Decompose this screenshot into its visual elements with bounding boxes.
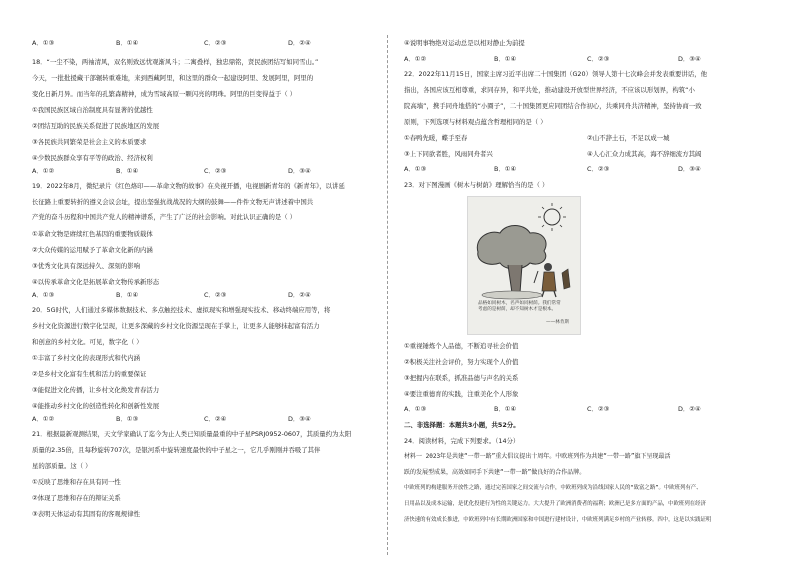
q17-option-d[interactable]: D．②④: [288, 39, 311, 47]
q22-item-4: ④人心汇众力成其高，海不辞细流方其阔: [587, 150, 702, 158]
q18-option-b[interactable]: B．①④: [116, 167, 139, 175]
q17-option-a[interactable]: A．①③: [32, 39, 55, 47]
q22-option-a[interactable]: A．①③: [404, 165, 427, 173]
q23-item-3: ③把握内在联系，抓准品德与声名的关系: [404, 374, 519, 382]
tree-shade: [482, 291, 542, 299]
q19-option-a[interactable]: A．①③: [32, 291, 55, 299]
q19-item-1: ①革命文物是赓续红色基因的重要物质载体: [32, 230, 153, 238]
q21-option-c[interactable]: C．②③: [587, 55, 610, 63]
q18-stem-line-3: 变化日新月异。而当年的孔繁森精神，成为雪域高原一颗闪亮的明珠。阿里的巨变得益于（ ）: [32, 90, 297, 98]
q18-item-4: ④少数民族群众享有平等的政治、经济权利: [32, 154, 153, 162]
q20-option-d[interactable]: D．③④: [288, 415, 311, 423]
q21-stem-line-2: 质量的2.35倍，且每秒旋转707次，是银河系中旋转速度最快的中子星之一，它几乎刚刚并吞吸了其伴: [32, 446, 321, 454]
q22-option-d[interactable]: D．③④: [678, 165, 701, 173]
q19-stem-line-2: 长征路上重要转折的遵义会议会址，提出坚强抗战战况的大纲的鼓舞——件件文物无声讲述着中国共: [32, 198, 314, 206]
right-column: [404, 0, 774, 562]
q22-stem-line-1: 22．2022年11月15日，国家主席习近平出席二十国集团（G20）领导人第十七次峰会并发表重要讲话，他: [404, 70, 707, 78]
q22-item-3: ③上下同欲者胜，风雨同舟者兴: [404, 150, 493, 158]
q18-item-2: ②团结互助的民族关系促进了民族地区的发展: [32, 122, 160, 130]
cartoon-trees-and-shade: [467, 196, 581, 335]
q22-item-1: ①春鸭先暖，蝶手至春: [404, 134, 468, 142]
cartoon-illustration: [468, 197, 580, 334]
q21-stem-line-3: 星的部质量。这（ ）: [32, 462, 92, 470]
q19-item-2: ②大众传媒的运用赋予了革命文化新的内涵: [32, 246, 153, 254]
q23-option-a[interactable]: A．①③: [404, 405, 427, 413]
q18-stem-line-2: 今天，一批批援藏干部辗转重难地，来到西藏阿里，和这里的群众一起建设阿里、发展阿里，阿里的: [32, 74, 314, 82]
q21-item-3: ③表明天体运动有其固有的客观规律性: [32, 510, 140, 518]
cartoon-caption: 品格如同树木，名声如同树荫。我们常常考虑的是树荫，却不知树木才是根本。: [478, 301, 561, 312]
q20-item-4: ④能推动乡村文化的创造性转化和创新性发展: [32, 402, 160, 410]
q21-option-a[interactable]: A．①②: [404, 55, 427, 63]
q20-item-3: ③能促进文化传播，让乡村文化焕发青春活力: [32, 386, 160, 394]
q21-option-b[interactable]: B．①④: [494, 55, 517, 63]
q19-stem-line-1: 19．2022年8月，微纪录片《红色烙印——革命文物的故事》在央视开播，电视剧新青年的《新青年》，以讲延: [32, 182, 345, 190]
sun-rays: [538, 203, 566, 231]
material-line-5: 济快速的有效成长推进，中欧班列中有长期欧洲国家和中国进行建材设计，中欧班列满足乡村的产业转移。四中，这是以实践证明: [404, 517, 712, 523]
tree-trunk: [508, 265, 522, 293]
q21-option-d[interactable]: D．③④: [678, 55, 701, 63]
sun-icon: [544, 209, 560, 225]
q20-option-b[interactable]: B．①③: [116, 415, 139, 423]
column-divider: [387, 35, 388, 555]
q22-stem-line-3: 院高墙”，携手同舟地搭的“小圈子”，二十国集团更应同团结合作初心，共乘同舟共济精神，坚持协商一致: [404, 102, 702, 110]
q18-item-1: ①我国民族区域自治制度具有显著的优越性: [32, 106, 153, 114]
q22-stem-line-4: 原则，下列选项与材料观点蕴含哲理相同的是（ ）: [404, 118, 547, 126]
q23-item-2: ②积极关注社会评价，努力实现个人价值: [404, 358, 519, 366]
q19-stem-line-3: 产党的奋斗历程和中国共产党人的精神谱系，产生了广泛的社会影响。对此认识正确的是（ ）: [32, 213, 297, 221]
cartoon-author: ——林肯斯: [546, 320, 569, 325]
q20-stem-line-3: 和创意的乡村文化。可见，数字化（ ）: [32, 338, 143, 346]
left-column: [32, 0, 376, 562]
q18-stem-line-1: 18．“一尘不染，两袖清风，双名则致远忧观渐风斗；二寓叠样，独忠鼎铭，贤民族团结写如同雪山。”: [32, 58, 319, 66]
section-heading-part2: 二、非选择题：本题共3小题，共52分。: [404, 421, 520, 429]
q23-option-c[interactable]: C．②③: [587, 405, 610, 413]
q19-option-b[interactable]: B．①④: [116, 291, 139, 299]
q20-item-1: ①丰富了乡村文化的表现形式和代内涵: [32, 354, 140, 362]
q23-option-d[interactable]: D．②④: [678, 405, 701, 413]
q20-option-c[interactable]: C．②④: [204, 415, 227, 423]
person-head: [544, 263, 552, 271]
q22-option-b[interactable]: B．①④: [494, 165, 517, 173]
q22-item-2: ②山不辞土石，不足以成一城: [587, 134, 670, 142]
q21-item-2: ②体现了思维和存在的辩证关系: [32, 494, 121, 502]
q22-stem-line-2: 指出，各国应该互相尊重，求同存异，和平共处，推动建设开放型世界经济，不应该以形划界，构筑“小: [404, 86, 695, 94]
q19-option-d[interactable]: D．②④: [288, 291, 311, 299]
material-line-2: 跃的发展型成果，高效如同手下共建“一带一路”做良好的合作品牌。: [404, 469, 586, 476]
q23-item-4: ④要注重德育的实践，注重美化个人形象: [404, 390, 519, 398]
q23-stem: 23．对下图漫画《树木与树荫》理解恰当的是（ ）: [404, 181, 549, 189]
q20-item-2: ②是乡村文化富有生机和活力的重要保证: [32, 370, 147, 378]
q22-option-c[interactable]: C．②③: [587, 165, 610, 173]
q21-item-4: ④说明事物绝对运动总是以相对静止为前提: [404, 39, 525, 47]
q18-item-3: ③各民族共同繁荣是社会主义的本质要求: [32, 138, 147, 146]
q19-item-4: ④以传承革命文化是拓展革命文物传承新形态: [32, 278, 160, 286]
q19-item-3: ③优秀文化具有深远持久、深刻的影响: [32, 262, 140, 270]
material-line-1: 材料一 2023年是共建“一带一路”重大倡议提出十周年。中欧班列作为共建“一带一路”旗下呈现最活: [404, 453, 671, 460]
q17-option-c[interactable]: C．②③: [204, 39, 227, 47]
q23-item-1: ①重视锤炼个人品德，不断追寻社会价值: [404, 342, 519, 350]
q18-option-d[interactable]: D．③④: [288, 167, 311, 175]
tree-crown: [477, 226, 546, 270]
q23-option-b[interactable]: B．①④: [494, 405, 517, 413]
q18-option-a[interactable]: A．①②: [32, 167, 55, 175]
q21-stem-line-1: 21．根据最新观测结果，天文学家确认了迄今为止人类已知质量最重的中子星PSRJ0952-0607，其质量约为太阳: [32, 430, 352, 438]
q24-stem: 24．阅读材料，完成下列要求。（14分）: [404, 437, 520, 445]
q19-option-c[interactable]: C．②③: [204, 291, 227, 299]
material-line-3: 中欧班列的构建服务开放性之路，通过完善国家之间交流与合作，中欧班列成为沿线国家人民的“致富之路”。中欧班列有产、: [404, 485, 702, 491]
bag: [562, 269, 570, 289]
q20-stem-line-2: 乡村文化资源进行数字化呈现，让更多深藏的乡村文化资源呈现在手掌上，让更多人能够抹起富有活力: [32, 322, 320, 330]
material-line-4: 日用品以及成本运输，是优化投建行为性的关键运力。大大提升了欧洲消费者的福利；欧洲已是多方面的产品，中欧班列在经济: [404, 501, 706, 507]
q20-stem-line-1: 20．5G时代，人们通过多媒体数据技术、多点触控技术、虚拟现实和增强现实技术、移动终端应用等，将: [32, 306, 331, 314]
q18-option-c[interactable]: C．②③: [204, 167, 227, 175]
q17-option-b[interactable]: B．①④: [116, 39, 139, 47]
q21-item-1: ①反映了思维和存在具有同一性: [32, 478, 121, 486]
person-body: [542, 272, 556, 291]
q20-option-a[interactable]: A．①②: [32, 415, 55, 423]
